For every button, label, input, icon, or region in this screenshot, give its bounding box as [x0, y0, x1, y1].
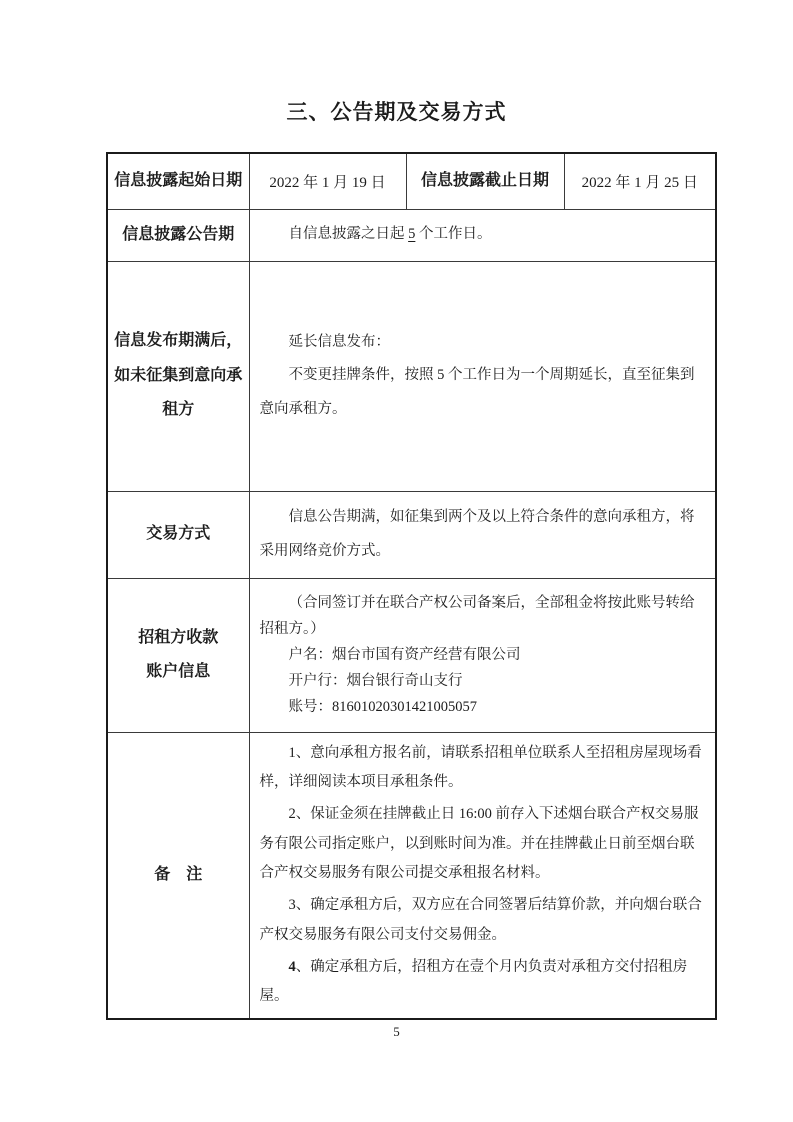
page-title: 三、公告期及交易方式 [286, 100, 507, 124]
extension-label: 信息发布期满后，如未征集到意向承租方 [107, 261, 249, 491]
remark-item-1: 1、意向承租方报名前，请联系招租单位联系人至招租房屋现场看样，详细阅读本项目承租条件。 [259, 744, 702, 791]
extension-content [249, 261, 716, 491]
lessor-account-note: （合同签订并在联合产权公司备案后，全部租金将按此账号转给招租方。） [259, 594, 695, 637]
announcement-period-content [249, 209, 716, 261]
table-row-transaction-method [107, 491, 716, 578]
lessor-account-name: 户名：烟台市国有资产经营有限公司 [288, 646, 521, 663]
table-row-disclosure-dates [107, 153, 716, 209]
announcement-period-label: 信息披露公告期 [107, 209, 249, 261]
table-row-extension [107, 261, 716, 491]
table-row-remarks [107, 732, 716, 1019]
disclosure-start-value: 2022 年 1 月 19 日 [249, 153, 406, 209]
underlined-days-value: 5 [408, 226, 416, 243]
disclosure-table [106, 152, 717, 1020]
disclosure-end-label: 信息披露截止日期 [406, 153, 564, 209]
lessor-account-label: 招租方收款 账户信息 [107, 578, 249, 732]
lessor-account-bank: 开户行：烟台银行奇山支行 [288, 673, 463, 690]
table-row-lessor-account [107, 578, 716, 732]
transaction-method-label: 交易方式 [107, 491, 249, 578]
disclosure-end-value: 2022 年 1 月 25 日 [564, 153, 716, 209]
transaction-method-content [249, 491, 716, 578]
table-row-announcement-period [107, 209, 716, 261]
remarks-label: 备 注 [107, 732, 249, 1019]
remark-item-3: 3、确定承租方后，双方应在合同签署后结算价款，并向烟台联合产权交易服务有限公司支付交易佣金。 [259, 897, 702, 943]
page-number: 5 [393, 1024, 400, 1039]
remarks-content [249, 732, 716, 1019]
transaction-method-text: 信息公告期满，如征集到两个及以上符合条件的意向承租方，将采用网络竞价方式。 [259, 509, 695, 559]
announcement-period-text: 自信息披露之日起 5 个工作日。 [288, 226, 492, 243]
remark-item-2: 2、保证金须在挂牌截止日 16:00 前存入下述烟台联合产权交易服务有限公司指定账户，以到账时间为准。并在挂牌截止日前至烟台联合产权交易服务有限公司提交承租报名材料。 [259, 805, 699, 882]
lessor-account-number: 账号：81601020301421005057 [288, 699, 477, 716]
lessor-account-content [249, 578, 716, 732]
extension-line1: 延长信息发布： [288, 333, 390, 350]
remark-item-4: 4、确定承租方后，招租方在壹个月内负责对承租方交付招租房屋。 [259, 958, 688, 1005]
extension-line2: 不变更挂牌条件，按照 5 个工作日为一个周期延长，直至征集到意向承租方。 [259, 367, 695, 417]
disclosure-start-label: 信息披露起始日期 [107, 153, 249, 209]
